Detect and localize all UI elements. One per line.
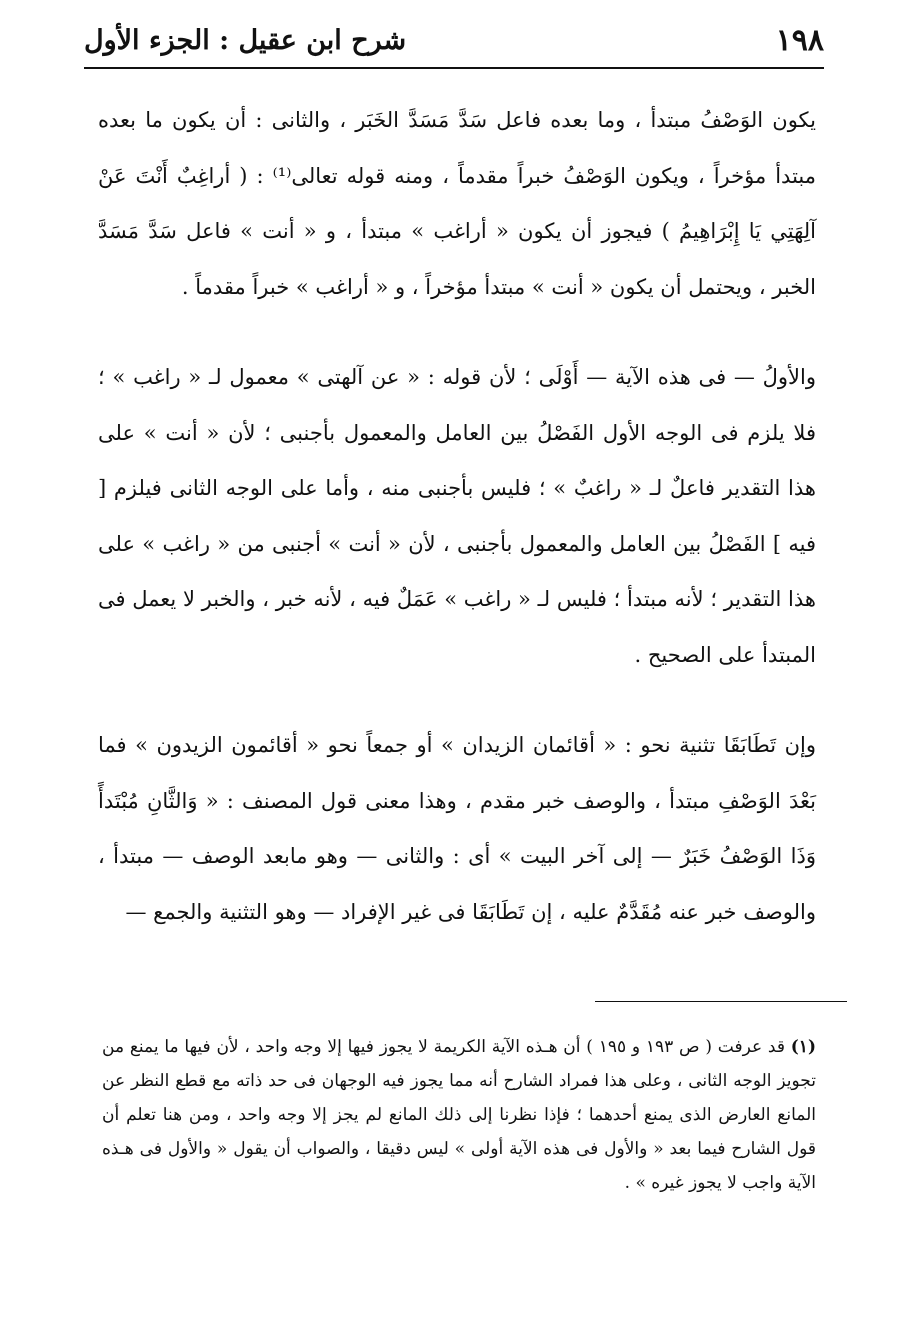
body-paragraph: وإن تَطَابَقَا تثنية نحو : « أقائمان الزيدان » أو جمعاً نحو « أقائمون الزيدون » فما بَعْدَ الوَصْفِ مبتدأ ، والوصف خبر مقدم ، وهذا معنى قول المصنف : « وَالثَّانِ مُبْتَدأً وَذَا الوَصْفُ خَبَرٌ — إلى آخر البيت » أى : والثانى — وهو مابعد الوصف — مبتدأ ، والوصف خبر عنه مُقَدَّمٌ عليه ، إن تَطَابَقَا فى غير الإفراد — وهو التثنية والجمع — (98, 733, 816, 924)
body-paragraph: والأولُ — فى هذه الآية — أَوْلَى ؛ لأن قوله : « عن آلهتى » معمول لـ « راغب » ؛ فلا يلزم فى الوجه الأول الفَصْلُ بين العامل والمعمول بأجنبى ؛ لأن « أنت » على هذا التقدير فاعلٌ لـ « راغبٌ » ؛ فليس بأجنبى منه ، وأما على الوجه الثانى فيلزم [ فيه ] الفَصْلُ بين العامل والمعمول بأجنبى ، لأن « أنت » أجنبى من « راغب » على هذا التقدير ؛ لأنه مبتدأ ؛ فليس لـ « راغب » عَمَلٌ فيه ، لأنه خبر ، والخبر لا يعمل فى المبتدأ على الصحيح . (98, 365, 816, 667)
footnote (102, 1030, 816, 1200)
page-header (84, 14, 824, 66)
running-title: شرح ابن عقيل : الجزء الأول (84, 24, 407, 56)
footnote-text: قد عرفت ( ص ١٩٣ و ١٩٥ ) أن هـذه الآية الكريمة لا يجوز فيها إلا وجه واحد ، لأن فيها ما يمنع من تجويز الوجه الثانى ، وعلى هذا فمراد الشارح أنه مما يجوز فيه الوجهان فى حد ذاته مع قطع النظر عن المانع العارض الذى يمنع أحدهما ؛ فإذا نظرنا إلى ذلك المانع لم يجز إلا وجه واحد ، ومن هنا تعلم أن قول الشارح فيما بعد « والأول فى هذه الآية أولى » ليس دقيقا ، والصواب أن يقول « والأول فى هـذه الآية واجب لا يجوز غيره » . (102, 1037, 816, 1193)
footnote-rule (595, 1001, 847, 1002)
footnote-marker: (١) (790, 1037, 816, 1057)
footnotes (102, 1030, 816, 1200)
body-paragraph: يكون الوَصْفُ مبتدأ ، وما بعده فاعل سَدَّ مَسَدَّ الخَبَر ، والثانى : أن يكون ما بعده مبتدأ مؤخراً ، ويكون الوَصْفُ خبراً مقدماً ، ومنه قوله تعالى⁽¹⁾ : ( أراغِبٌ أَنْتَ عَنْ آلِهَتِي يَا إِبْرَاهِيمُ ) فيجوز أن يكون « أراغب » مبتدأ ، و « أنت » فاعل سَدَّ مَسَدَّ الخبر ، ويحتمل أن يكون « أنت » مبتدأ مؤخراً ، و « أراغب » خبراً مقدماً . (98, 108, 816, 299)
header-rule (84, 67, 824, 69)
main-text (98, 93, 816, 940)
page-number: ١٩٨ (775, 22, 824, 58)
